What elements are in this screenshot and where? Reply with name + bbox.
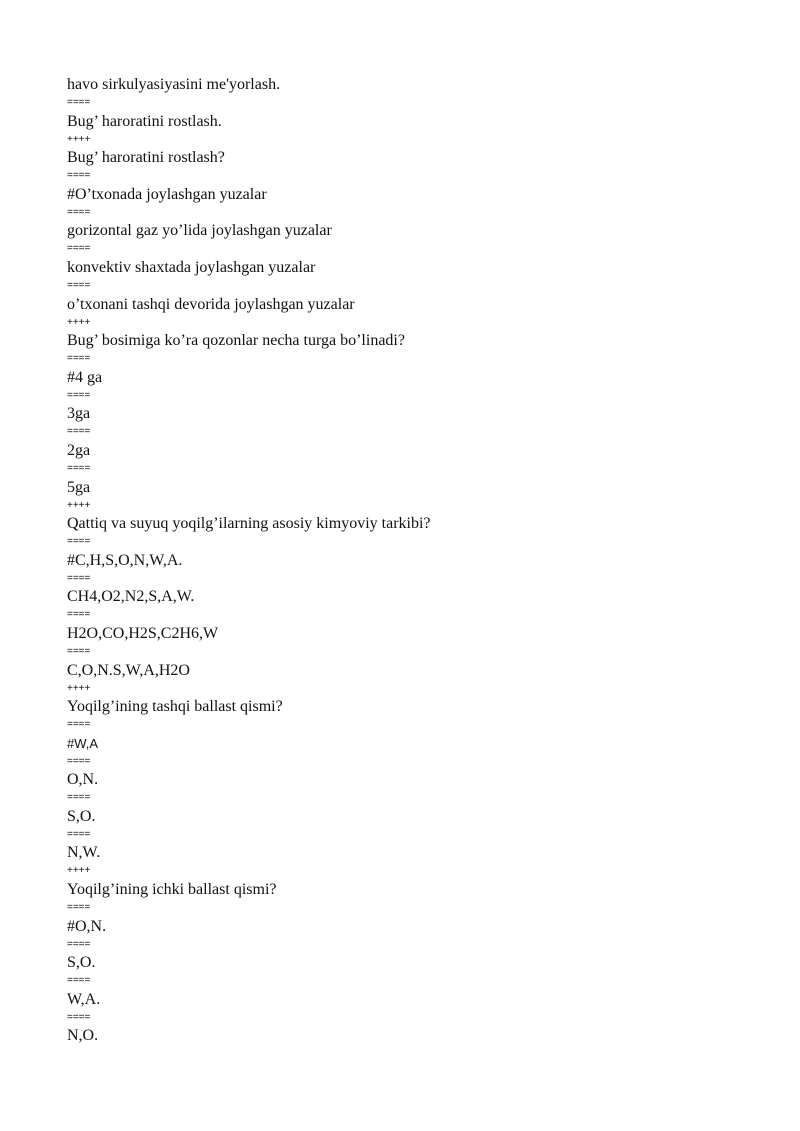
separator-line: ====: [67, 279, 91, 291]
separator-line: ====: [67, 792, 91, 804]
correct-answer-option: #4 ga: [67, 368, 103, 386]
separator-line: ====: [67, 206, 91, 218]
answer-option: S,O.: [67, 807, 96, 825]
separator-line: ====: [67, 645, 91, 657]
separator-line: ====: [67, 426, 91, 438]
answer-option: konvektiv shaxtada joylashgan yuzalar: [67, 258, 316, 276]
correct-answer-option: #W,A: [67, 735, 99, 751]
answer-option: N,W.: [67, 844, 101, 862]
answer-option: CH4,O2,N2,S,A,W.: [67, 588, 195, 606]
answer-option: gorizontal gaz yo’lida joylashgan yuzalar: [67, 222, 332, 240]
separator-line: ====: [67, 609, 91, 621]
separator-line: ====: [67, 755, 91, 767]
answer-option: C,O,N.S,W,A,H2O: [67, 661, 190, 679]
question-separator: ++++: [67, 316, 91, 328]
separator-line: ====: [67, 536, 91, 548]
separator-line: ====: [67, 828, 91, 840]
answer-option: 3ga: [67, 405, 91, 423]
answer-option: S,O.: [67, 954, 96, 972]
answer-option: N,O.: [67, 1027, 99, 1045]
question-separator: ++++: [67, 133, 91, 145]
question-text: Bug’ bosimiga ko’ra qozonlar necha turga bo’linadi?: [67, 332, 405, 350]
separator-line: ====: [67, 719, 91, 731]
separator-line: ====: [67, 902, 91, 914]
answer-option: Bug’ haroratini rostlash.: [67, 112, 222, 130]
question-text: Bug’ haroratini rostlash?: [67, 149, 225, 167]
answer-option: o’txonani tashqi devorida joylashgan yuzalar: [67, 295, 355, 313]
separator-line: ====: [67, 572, 91, 584]
question-text: Yoqilg’ining tashqi ballast qismi?: [67, 698, 283, 716]
separator-line: ====: [67, 389, 91, 401]
answer-option: 5ga: [67, 478, 91, 496]
correct-answer-option: #C,H,S,O,N,W,A.: [67, 551, 183, 569]
correct-answer-option: #O,N.: [67, 917, 107, 935]
answer-option: H2O,CO,H2S,C2H6,W: [67, 624, 219, 642]
separator-line: ====: [67, 1011, 91, 1023]
separator-line: ====: [67, 938, 91, 950]
correct-answer-option: #O’txonada joylashgan yuzalar: [67, 185, 267, 203]
answer-option: W,A.: [67, 990, 101, 1008]
separator-line: ====: [67, 97, 91, 108]
separator-line: ====: [67, 353, 91, 365]
separator-line: ====: [67, 243, 91, 255]
text-line: havo sirkulyasiyasini me'yorlash.: [67, 76, 281, 93]
answer-option: 2ga: [67, 441, 91, 459]
question-text: Yoqilg’ining ichki ballast qismi?: [67, 881, 277, 899]
separator-line: ====: [67, 170, 91, 182]
question-separator: ++++: [67, 499, 91, 511]
answer-option: O,N.: [67, 771, 99, 789]
question-text: Qattiq va suyuq yoqilg’ilarning asosiy kimyoviy tarkibi?: [67, 515, 431, 533]
separator-line: ====: [67, 975, 91, 987]
question-separator: ++++: [67, 682, 91, 694]
question-separator: ++++: [67, 865, 91, 877]
separator-line: ====: [67, 462, 91, 474]
document-body: [67, 75, 767, 1046]
